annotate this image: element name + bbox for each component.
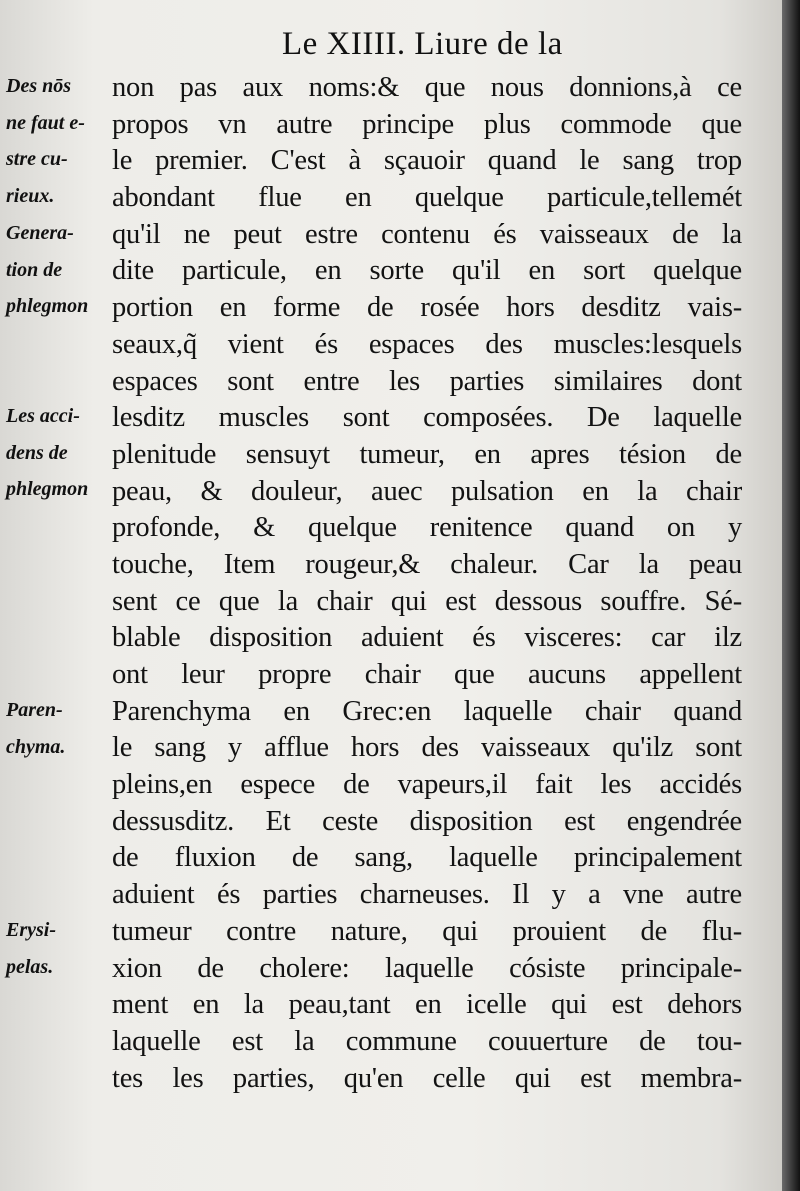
- margin-note-line: rieux.: [6, 185, 55, 208]
- margin-note-erysipelas: [6, 912, 126, 985]
- text-line: laquelle est la commune couuerture de tou-: [112, 1025, 742, 1057]
- text-line: blable disposition aduient és visceres: car ilz: [112, 622, 742, 654]
- text-line: Parenchyma en Grec:en laquelle chair quand: [112, 695, 742, 727]
- margin-note-parenchyma: [6, 692, 126, 765]
- margin-note-line: dens de: [6, 441, 68, 464]
- margin-note-line: pelas.: [6, 955, 54, 978]
- margin-note-line: phlegmon: [6, 478, 89, 501]
- text-line: lesditz muscles sont composées. De laquelle: [112, 402, 742, 434]
- text-line: xion de cholere: laquelle cósiste principale-: [112, 952, 742, 984]
- text-line: qu'il ne peut estre contenu és vaisseaux de la: [112, 218, 742, 250]
- text-line: dite particule, en sorte qu'il en sort quelque: [112, 255, 742, 287]
- text-line: sent ce que la chair qui est dessous souffre. Sé-: [112, 585, 742, 617]
- margin-note-line: ne faut e-: [6, 111, 85, 134]
- margin-note-generation: [6, 215, 126, 325]
- text-line: tes les parties, qu'en celle qui est membra-: [112, 1062, 742, 1094]
- page-binding-edge: [782, 0, 800, 1191]
- text-line: de fluxion de sang, laquelle principalement: [112, 842, 742, 874]
- margin-note-line: Erysi-: [6, 919, 56, 941]
- margin-note-accidents: [6, 398, 126, 508]
- text-line: le sang y afflue hors des vaisseaux qu'ilz sont: [112, 732, 742, 764]
- margin-note-line: stre cu-: [6, 148, 68, 171]
- text-line: peau, & douleur, auec pulsation en la chair: [112, 475, 742, 507]
- running-header: Le XIIII. Liure de la: [282, 26, 563, 62]
- text-line: abondant flue en quelque particule,tellemét: [112, 182, 742, 214]
- margin-note-line: Genera-: [6, 222, 74, 244]
- text-line: non pas aux noms:& que nous donnions,à ce: [112, 72, 742, 103]
- text-line: le premier. C'est à sçauoir quand le sang trop: [112, 145, 742, 177]
- margin-note-line: Paren-: [6, 699, 63, 721]
- text-line: ont leur propre chair que aucuns appellent: [112, 659, 742, 690]
- text-line: tumeur contre nature, qui prouient de flu-: [112, 915, 742, 947]
- text-line: profonde, & quelque renitence quand on y: [112, 512, 742, 544]
- text-line: portion en forme de rosée hors desditz vais-: [112, 292, 742, 324]
- body-text: [112, 70, 742, 1097]
- margin-note-names: [6, 68, 126, 215]
- text-line: dessusditz. Et ceste disposition est engendrée: [112, 805, 742, 837]
- margin-note-line: phlegmon: [6, 295, 89, 318]
- text-line: espaces sont entre les parties similaires dont: [112, 365, 742, 397]
- text-line: seaux,q̃ vient és espaces des muscles:lesquels: [112, 328, 742, 360]
- text-line: touche, Item rougeur,& chaleur. Car la peau: [112, 548, 742, 580]
- margin-note-line: Les acci-: [6, 405, 80, 427]
- text-line: aduient és parties charneuses. Il y a vne autre: [112, 879, 742, 911]
- margin-note-line: Des nōs: [6, 75, 72, 97]
- margin-note-line: chyma.: [6, 735, 66, 758]
- margin-note-line: tion de: [6, 258, 63, 281]
- text-line: pleins,en espece de vapeurs,il fait les accidés: [112, 769, 742, 801]
- text-line: ment en la peau,tant en icelle qui est dehors: [112, 989, 742, 1021]
- text-line: plenitude sensuyt tumeur, en apres tésion de: [112, 438, 742, 470]
- text-line: propos vn autre principe plus commode que: [112, 108, 742, 140]
